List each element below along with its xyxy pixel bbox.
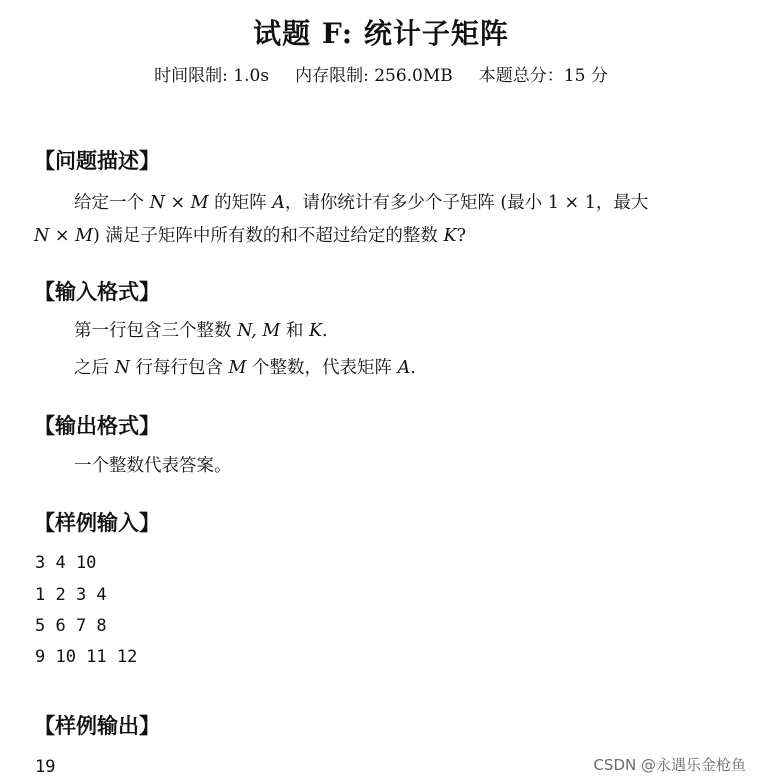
description-text-part: 给定一个	[74, 193, 150, 213]
input-text-part: 和	[280, 321, 309, 341]
time-limit: 时间限制: 1.0s	[154, 66, 270, 86]
input-format-heading: 【输入格式】	[34, 280, 160, 304]
input-text-part: 个整数，代表矩阵	[246, 358, 398, 378]
input-text-part: 第一行包含三个整数	[74, 321, 238, 341]
problem-limits	[0, 62, 762, 90]
sample-input-line: 3 4 10	[35, 553, 97, 573]
math-m: M	[228, 358, 247, 378]
input-format-line-2	[74, 352, 416, 385]
input-format-line-1	[74, 315, 328, 348]
math-n-m: N, M	[237, 321, 281, 341]
math-nxm: N × M	[149, 193, 209, 213]
input-text-part: 行每行包含	[129, 358, 229, 378]
description-text	[34, 187, 734, 253]
math-k: K	[308, 321, 323, 341]
watermark: CSDN @永遇乐金枪鱼	[593, 756, 746, 774]
description-text-part: ?	[456, 226, 466, 246]
sample-output-heading: 【样例输出】	[34, 714, 160, 738]
description-text-part: ，请你统计有多少个子矩阵 (最小 1 × 1，最大	[284, 193, 649, 213]
sample-input-line: 9 10 11 12	[35, 647, 138, 667]
sample-input-line: 5 6 7 8	[35, 616, 107, 636]
sample-input-heading: 【样例输入】	[34, 511, 160, 535]
memory-limit: 内存限制: 256.0MB	[295, 66, 453, 86]
output-format-line: 一个整数代表答案。	[74, 456, 232, 476]
math-n: N	[114, 358, 130, 378]
input-text-part: .	[410, 358, 416, 378]
input-text-part: 之后	[74, 358, 115, 378]
math-nxm: N × M	[34, 226, 94, 246]
math-a: A	[272, 193, 285, 213]
output-format-heading: 【输出格式】	[34, 414, 160, 438]
math-k: K	[443, 226, 457, 246]
page-title: 试题 F: 统计子矩阵	[253, 17, 509, 50]
description-text-part: ) 满足子矩阵中所有数的和不超过给定的整数	[93, 226, 444, 246]
math-a: A	[397, 358, 411, 378]
total-score: 本题总分：15 分	[478, 66, 608, 86]
input-text-part: .	[322, 321, 328, 341]
description-text-part: 的矩阵	[208, 193, 273, 213]
description-heading: 【问题描述】	[34, 149, 160, 173]
sample-output-line: 19	[35, 757, 56, 777]
sample-input-line: 1 2 3 4	[35, 585, 107, 605]
